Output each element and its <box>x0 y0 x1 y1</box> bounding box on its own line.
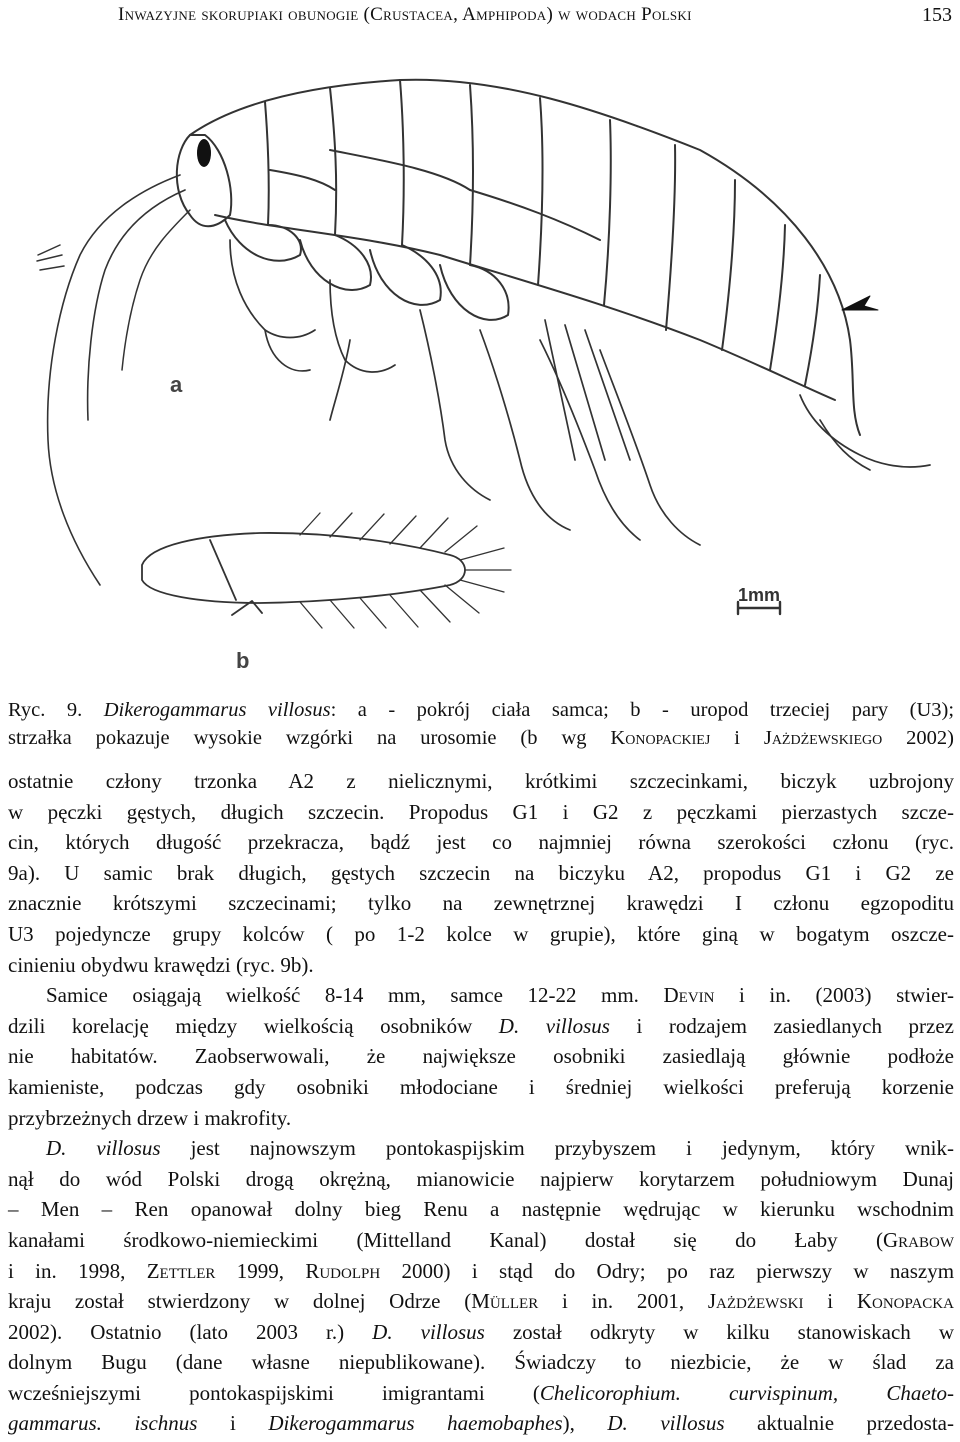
caption-line-1: Ryc. 9. Dikerogammarus villosus: a - pokrój ciała samca; b - uropod trzeciej pary (U3); <box>8 699 955 721</box>
caption-species: Dikerogammarus villosus <box>103 699 331 721</box>
body-outline <box>190 80 860 435</box>
eye <box>197 139 211 167</box>
amphipod-drawing <box>0 40 960 680</box>
figure-label-a: a <box>170 372 183 397</box>
arrow-marker <box>842 296 878 310</box>
running-header <box>0 2 960 32</box>
paragraph-1: ostatnie człony trzonka A2 z nielicznymi, krótkimi szczecinkami, biczyk uzbrojony w pęczki gęstych, długich szczecin. Propodus G1 i G2 z pęczkami pierzastych szcze- cin, których długość przekracza, bądź jest co najmniej równa szerokości członu (ryc. 9a). U samic brak długich, gęstych szczecin na biczyku A2, propodus G1 i G2 ze znacznie krótszymi szczecinami; tylko na zewnętrznej krawędzi I członu egzopoditu U3 pojedyncze grupy kolców ( po 1-2 kolce w grupie), które giną w bogatym oszcze- cinieniu obydwu krawędzi (ryc. 9b). <box>8 769 954 977</box>
scale-label: 1mm <box>738 585 781 605</box>
uropods <box>800 395 930 470</box>
body-ventral-outline <box>215 215 835 400</box>
body-text <box>8 766 954 1439</box>
paragraph-2: Samice osiągają wielkość 8-14 mm, samce 12-22 mm. Devin i in. (2003) stwier- dzili korelację między wielkością osobników D. villosus i rodzajem zasiedlanych przez nie habitatów. Zaobserwowali, że największe osobniki zasiedlają głównie podłoże kamieniste, podczas gdy osobniki młodociane i średniej wielkości preferują korzenie przybrzeżnych drzew i makrofity. <box>8 983 954 1130</box>
page-number: 153 <box>922 4 952 26</box>
running-title: Inwazyjne skorupiaki obunogie (Crustacea, Amphipoda) w wodach Polski <box>118 4 692 25</box>
figure-amphipod <box>0 40 960 680</box>
segment-lines <box>265 80 820 385</box>
figure-label-b: b <box>236 648 250 673</box>
caption-line-2: strzałka pokazuje wysokie wzgórki na urosomie (b wg Konopackiej i Jażdżewskiego 2002) <box>8 727 955 749</box>
coxal-plates <box>225 220 509 320</box>
figure-caption <box>8 696 954 752</box>
paragraph-3: D. villosus jest najnowszym pontokaspijskim przybyszem i jedynym, który wnik- nął do wód Polski drogą okrężną, mianowicie najpierw korytarzem południowym Dunaj – Men – Ren opanował dolny bieg Renu a następnie wędrując w kierunku wschodnim kanałami środkowo-niemieckimi (Mittelland Kanal) dostał się do Łaby (Grabow i in. 1998, Zettler 1999, Rudolph 2000) i stąd do Odry; po raz pierwszy w naszym kraju został stwierdzony w dolnej Odrze (Müller i in. 2001, Jażdżewski i Konopacka 2002). Ostatnio (lato 2003 r.) D. villosus został odkryty w kilku stanowiskach w dolnym Bugu (dane własne niepublikowane). Świadczy to niezbicie, że w ślad za wcześniejszymi pontokaspijskimi imigrantami (Chelicorophium. curvispinum, Chaeto- gammarus. ischnus i Dikerogammarus haemobaphes), D. villosus aktualnie przedosta- <box>8 1136 955 1436</box>
uropod-b <box>142 513 511 628</box>
pereopods <box>420 310 700 545</box>
antenna-2 <box>37 210 190 370</box>
